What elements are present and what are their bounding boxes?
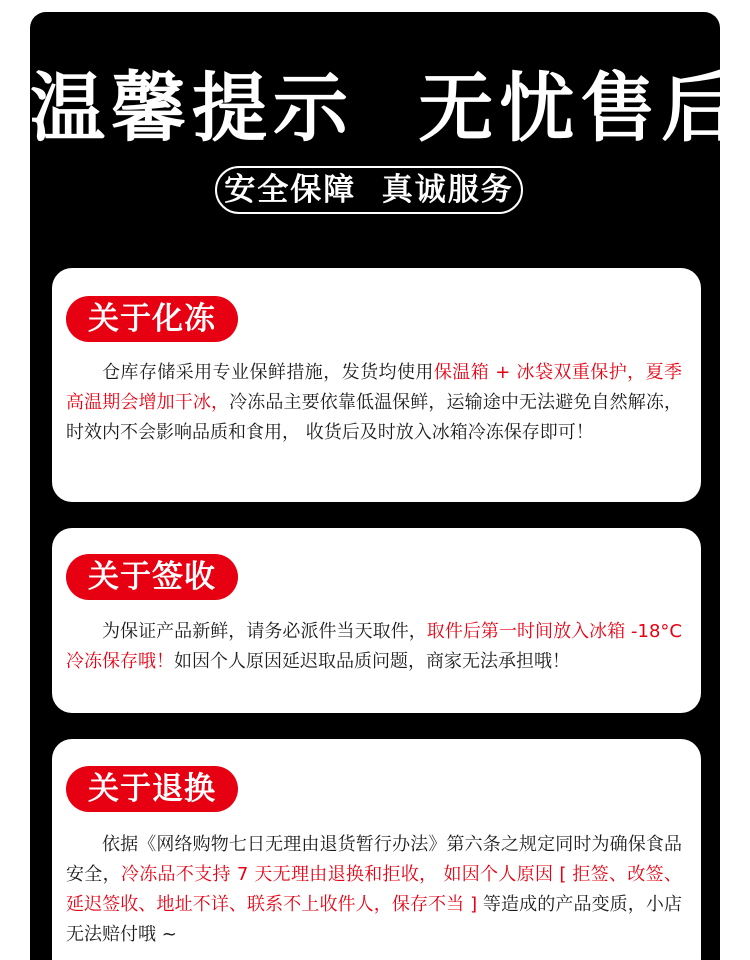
text-segment: 依据《网络购物七日无理由退货暂行办法》第六条之规定同时为确保食品安全， bbox=[66, 834, 682, 885]
text-segment: 为保证产品新鲜，请务必派件当天取件， bbox=[102, 621, 427, 642]
highlight-segment: 取件后第一时间放入冰箱 -18°C 冷冻保存哦！ bbox=[66, 621, 682, 672]
thawing-text bbox=[66, 358, 682, 448]
returns-badge: 关于退换 bbox=[66, 766, 238, 812]
text-segment: 冷冻品主要依靠低温保鲜，运输途中无法避免自然解冻， 时效内不会影响品质和食用， 收货后及时放入冰箱冷冻保存即可！ bbox=[66, 392, 683, 443]
signing-text bbox=[66, 617, 682, 677]
text-segment: 仓库存储采用专业保鲜措施，发货均使用 bbox=[102, 362, 434, 383]
thawing-badge: 关于化冻 bbox=[66, 296, 238, 342]
signing-badge: 关于签收 bbox=[66, 554, 238, 600]
returns-text bbox=[66, 830, 682, 950]
highlight-segment: 保温箱 + 冰袋双重保护，夏季高温期会增加干冰， bbox=[66, 362, 683, 413]
subtitle-pill: 安全保障 真诚服务 bbox=[215, 166, 523, 214]
text-segment: 如因个人原因延迟取品质问题，商家无法承担哦！ bbox=[174, 651, 570, 672]
thawing-card bbox=[52, 268, 701, 502]
highlight-segment: 冷冻品不支持 7 天无理由退换和拒收， 如因个人原因 [ 拒签、改签、延迟签收、地址不详、联系不上收件人，保存不当 ] bbox=[66, 864, 682, 915]
text-segment: 等造成的产品变质，小店无法赔付哦 ~ bbox=[66, 894, 682, 945]
signing-card bbox=[52, 528, 701, 713]
page-title: 温馨提示 无忧售后 bbox=[30, 64, 743, 152]
returns-card bbox=[52, 739, 701, 960]
